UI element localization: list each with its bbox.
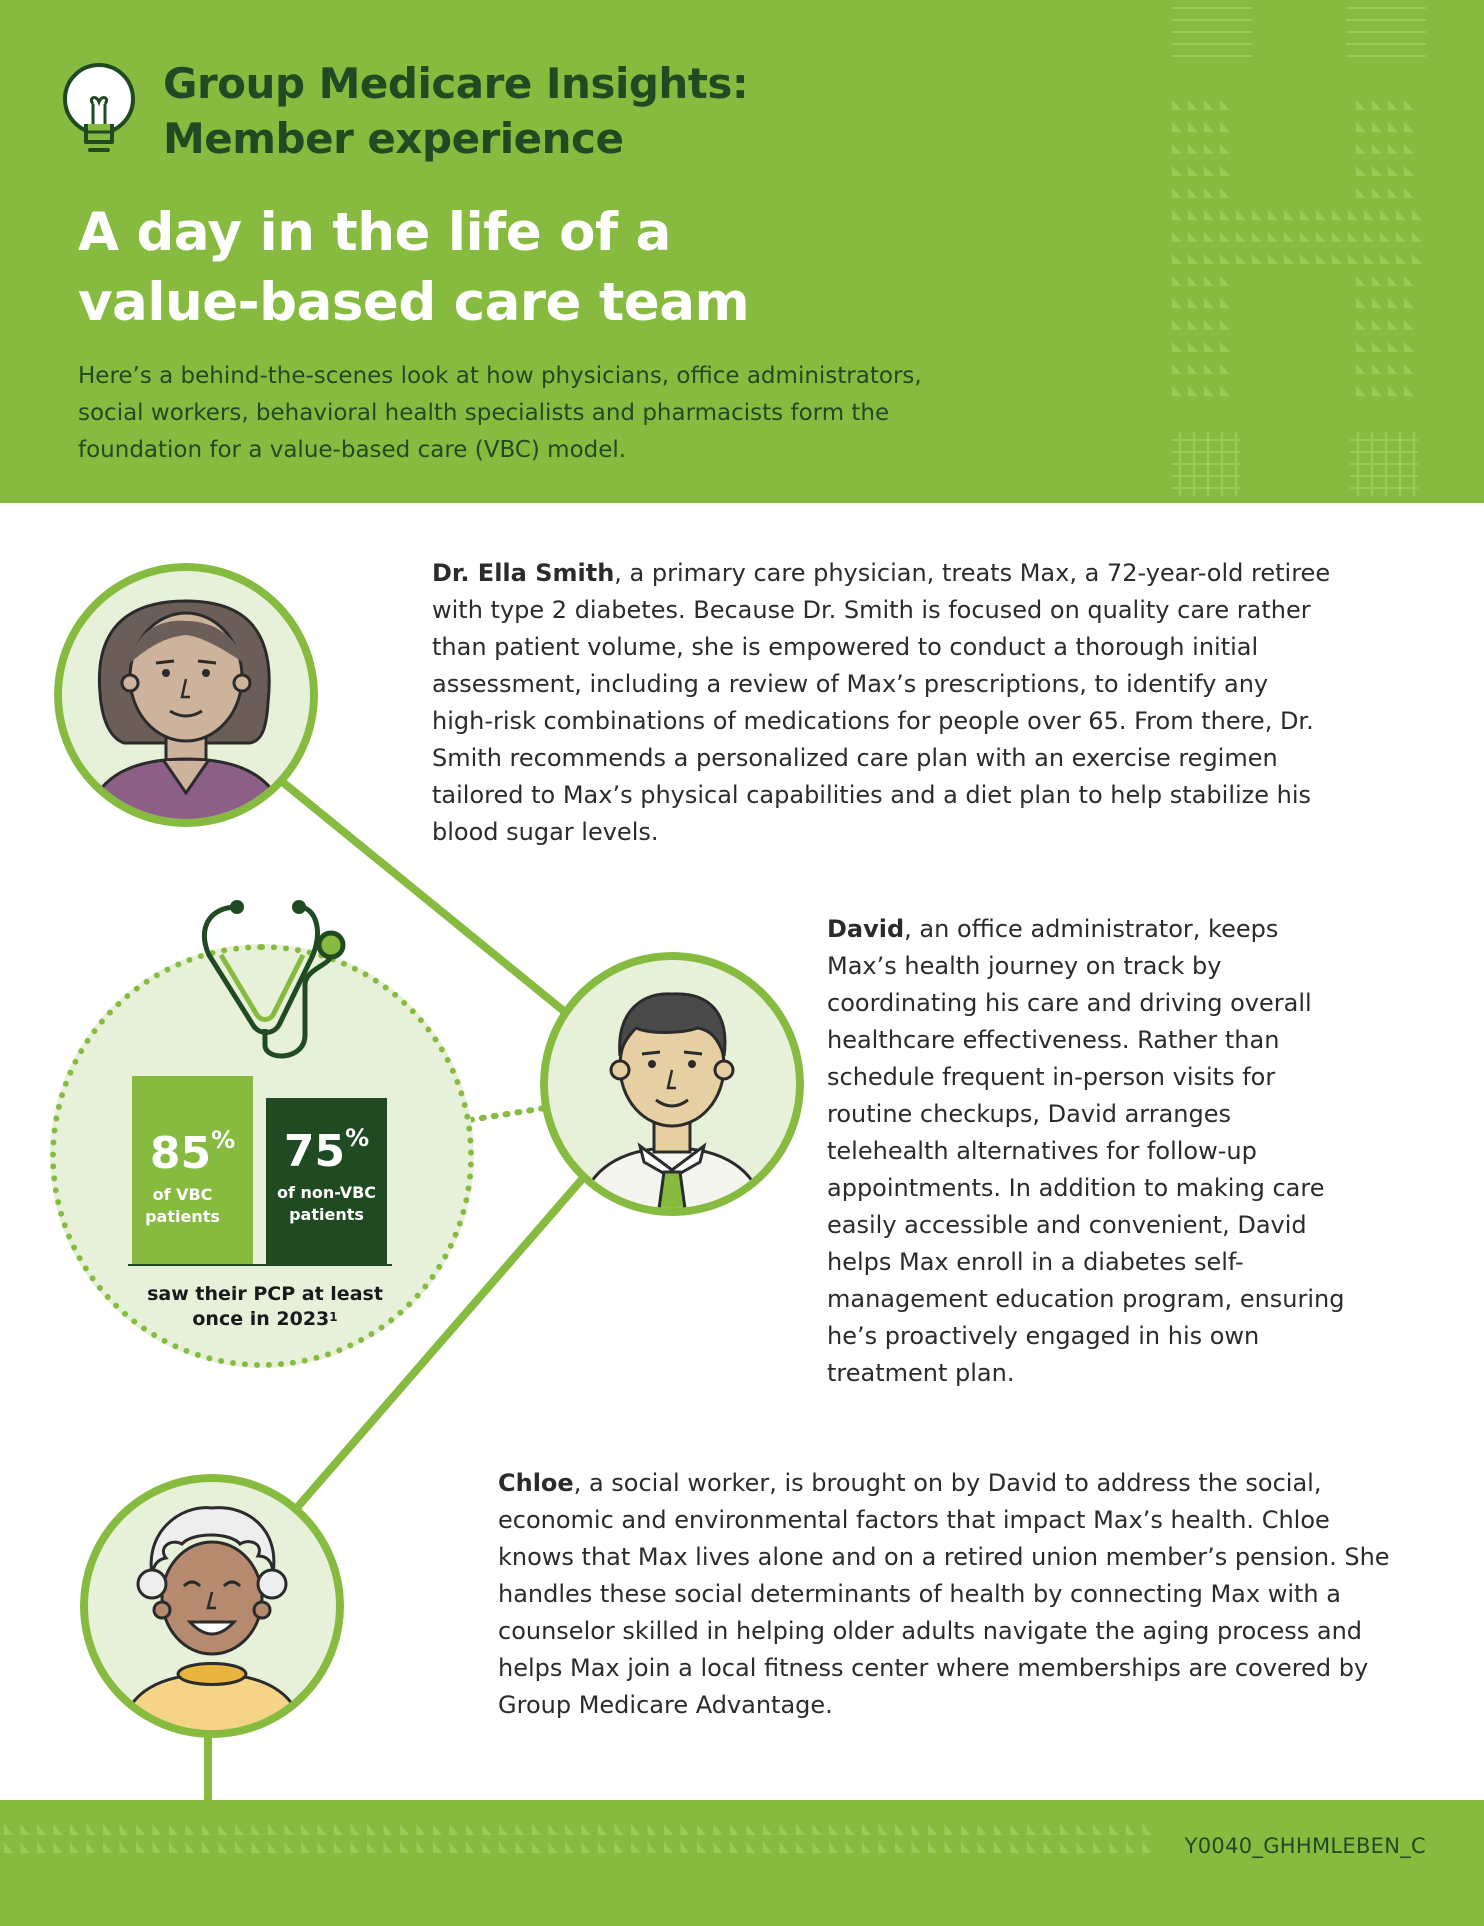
profile-chloe bbox=[498, 1465, 1398, 1724]
avatar-david bbox=[540, 952, 804, 1216]
series-title-line1: Group Medicare Insights: bbox=[163, 59, 749, 108]
vbc-unit: % bbox=[211, 1126, 236, 1154]
profile-text: , a primary care physician, treats Max, a 72-year-old retiree with type 2 diabetes. Because Dr. Smith is focused on quality care rather than patient volume, she is empowered to conduct a thorough initial assessment, including a review of Max’s prescriptions, to identify any high-risk combinations of medications for people over 65. From there, Dr. Smith recommends a personalized care plan with an exercise regimen tailored to Max’s physical capabilities and a diet plan to help stabilize his blood sugar levels. bbox=[432, 559, 1331, 846]
page-title bbox=[78, 198, 749, 338]
vbc-percent bbox=[132, 1126, 253, 1179]
profile-dr-ella-smith bbox=[432, 555, 1332, 851]
header-banner bbox=[0, 0, 1484, 503]
profile-name: Chloe bbox=[498, 1469, 574, 1497]
vbc-label-line1: of VBC bbox=[152, 1185, 213, 1204]
stethoscope-icon bbox=[195, 895, 355, 1065]
stat-caption-line2: once in 2023 bbox=[192, 1308, 330, 1330]
nonvbc-label-line2: patients bbox=[289, 1205, 364, 1224]
nonvbc-label bbox=[266, 1182, 387, 1226]
document-code: Y0040_GHHMLEBEN_C bbox=[1184, 1834, 1426, 1858]
series-title bbox=[163, 56, 748, 166]
profile-david bbox=[827, 911, 1347, 1392]
page-title-line2: value-based care team bbox=[78, 272, 750, 333]
decorative-pattern bbox=[1160, 0, 1484, 503]
bar-non-vbc bbox=[266, 1098, 387, 1264]
profile-text: , an office administrator, keeps Max’s health journey on track by coordinating his care and driving overall healthcare effectiveness. Rather than schedule frequent in-person visits for routine checkups, David arranges telehealth alternatives for follow-up appointments. In addition to making care easily accessible and convenient, David helps Max enroll in a diabetes self-management education program, ensuring he’s proactively engaged in his own treatment plan. bbox=[827, 915, 1345, 1387]
stat-caption bbox=[120, 1282, 410, 1332]
avatar-chloe bbox=[80, 1474, 344, 1738]
nonvbc-unit: % bbox=[345, 1124, 370, 1152]
intro-text: Here’s a behind-the-scenes look at how physicians, office administrators, social workers, behavioral health specialists and pharmacists form the foundation for a value-based care (VBC) model. bbox=[78, 363, 922, 463]
vbc-label bbox=[122, 1184, 243, 1228]
series-title-line2: Member experience bbox=[163, 114, 624, 163]
lightbulb-icon bbox=[62, 62, 136, 162]
footer-pattern bbox=[0, 1820, 1160, 1860]
profile-name: David bbox=[827, 915, 905, 943]
nonvbc-value: 75 bbox=[283, 1126, 346, 1177]
profile-name: Dr. Ella Smith bbox=[432, 559, 615, 587]
footnote-marker: 1 bbox=[329, 1310, 338, 1324]
vbc-label-line2: patients bbox=[145, 1207, 220, 1226]
profile-text: , a social worker, is brought on by David to address the social, economic and environmental factors that impact Max’s health. Chloe knows that Max lives alone and on a retired union member’s pension. She handles these social determinants of health by connecting Max with a counselor skilled in helping older adults navigate the aging process and helps Max join a local fitness center where memberships are covered by Group Medicare Advantage. bbox=[498, 1469, 1390, 1719]
nonvbc-percent bbox=[266, 1124, 387, 1177]
page-title-line1: A day in the life of a bbox=[78, 202, 671, 263]
footer-bar bbox=[0, 1800, 1484, 1926]
avatar-dr-ella-smith bbox=[54, 563, 318, 827]
nonvbc-label-line1: of non-VBC bbox=[276, 1183, 377, 1202]
bar-baseline bbox=[128, 1264, 392, 1266]
vbc-value: 85 bbox=[149, 1128, 212, 1179]
stat-caption-line1: saw their PCP at least bbox=[147, 1283, 383, 1305]
